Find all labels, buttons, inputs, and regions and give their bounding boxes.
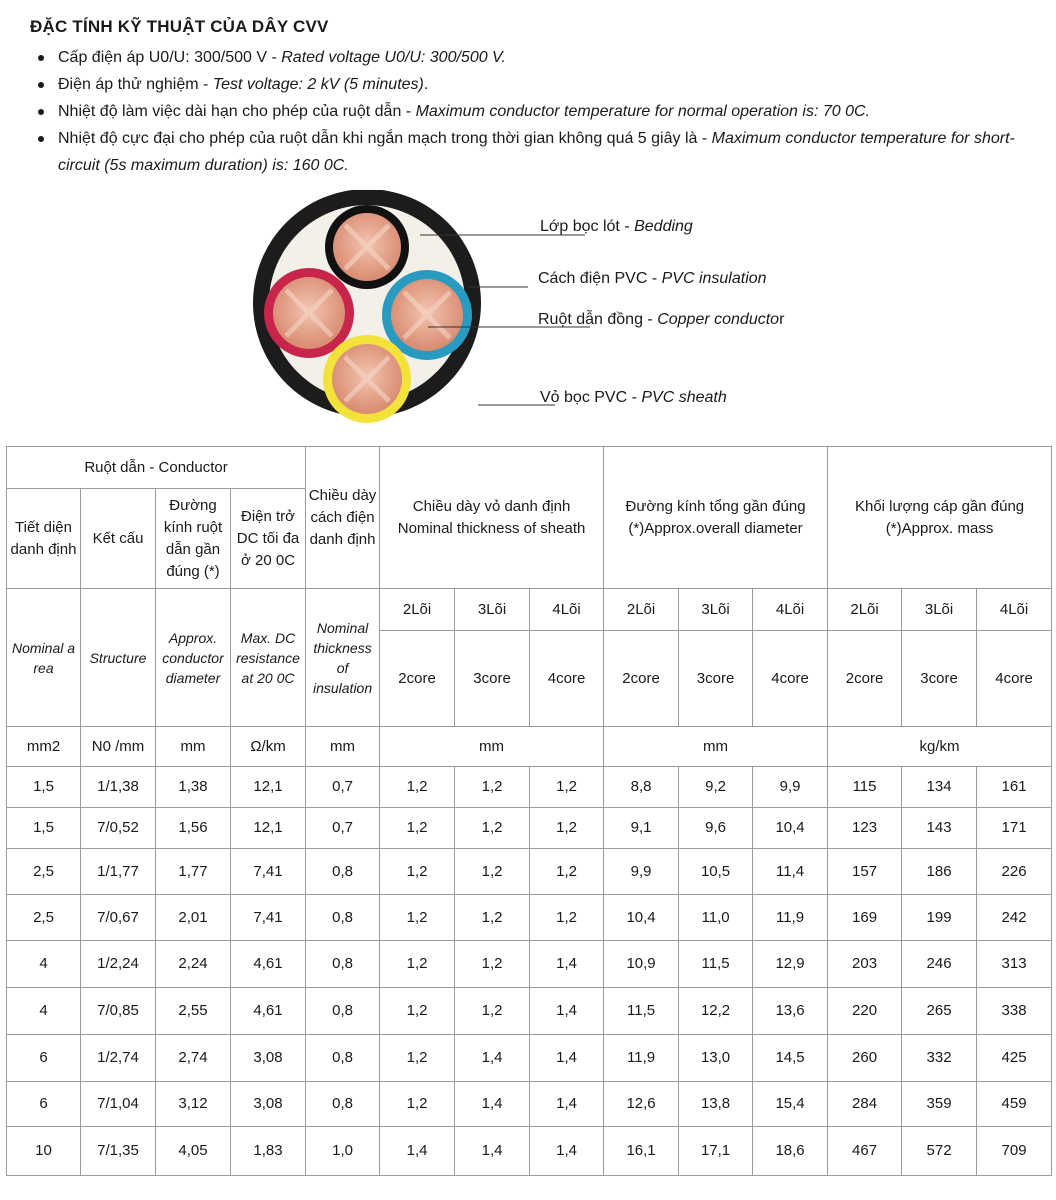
table-cell: 7/0,67 <box>81 895 156 941</box>
header-overall-3core-en: 3core <box>679 631 753 727</box>
table-cell: 2,01 <box>156 895 231 941</box>
table-cell: 171 <box>977 808 1052 849</box>
callout-pvc-sheath: Vỏ bọc PVC - PVC sheath <box>540 389 727 406</box>
specification-table <box>6 446 1052 1176</box>
table-cell: 1,83 <box>231 1127 306 1176</box>
table-cell: 1,2 <box>530 767 604 808</box>
table-cell: 1,4 <box>530 988 604 1035</box>
table-cell: 9,9 <box>604 849 679 895</box>
table-cell: 157 <box>828 849 902 895</box>
header-mass-2core-en: 2core <box>828 631 902 727</box>
table-cell: 161 <box>977 767 1052 808</box>
page-title: ĐẶC TÍNH KỸ THUẬT CỦA DÂY CVV <box>30 17 329 36</box>
table-cell: 12,9 <box>753 941 828 988</box>
table-cell: 1/1,38 <box>81 767 156 808</box>
table-cell: 8,8 <box>604 767 679 808</box>
table-cell: 12,6 <box>604 1082 679 1127</box>
header-sheath-4core-vi: 4Lõi <box>530 589 604 631</box>
header-mass-3core-vi: 3Lõi <box>902 589 977 631</box>
header-mass-2core-vi: 2Lõi <box>828 589 902 631</box>
table-cell: 169 <box>828 895 902 941</box>
table-cell: 1/2,74 <box>81 1035 156 1082</box>
table-cell: 1,2 <box>380 849 455 895</box>
table-cell: 203 <box>828 941 902 988</box>
table-cell: 2,55 <box>156 988 231 1035</box>
table-cell: 1,2 <box>530 895 604 941</box>
table-cell: 18,6 <box>753 1127 828 1176</box>
table-cell: 1,2 <box>455 849 530 895</box>
header-conductor-group: Ruột dẫn - Conductor <box>7 447 306 489</box>
table-cell: 12,1 <box>231 808 306 849</box>
table-cell: 284 <box>828 1082 902 1127</box>
table-cell: 1,4 <box>455 1035 530 1082</box>
header-sheath: Chiều dày vỏ danh định Nominal thickness of sheath <box>380 447 604 589</box>
table-cell: 13,0 <box>679 1035 753 1082</box>
table-cell: 0,8 <box>306 988 380 1035</box>
table-cell: 9,2 <box>679 767 753 808</box>
table-cell: 1,4 <box>530 941 604 988</box>
table-cell: 260 <box>828 1035 902 1082</box>
unit-overall: mm <box>604 727 828 767</box>
unit-area: mm2 <box>7 727 81 767</box>
table-cell: 143 <box>902 808 977 849</box>
table-cell: 9,1 <box>604 808 679 849</box>
header-overall-3core-vi: 3Lõi <box>679 589 753 631</box>
table-cell: 572 <box>902 1127 977 1176</box>
table-cell: 16,1 <box>604 1127 679 1176</box>
table-cell: 14,5 <box>753 1035 828 1082</box>
header-sheath-4core-en: 4core <box>530 631 604 727</box>
table-row <box>7 767 1052 808</box>
unit-insulation: mm <box>306 727 380 767</box>
table-cell: 7/0,52 <box>81 808 156 849</box>
header-resistance-vi: Điện trở DC tối đa ở 20 0C <box>231 489 306 589</box>
table-cell: 199 <box>902 895 977 941</box>
table-cell: 4 <box>7 941 81 988</box>
spec-list <box>34 44 1034 179</box>
table-row <box>7 988 1052 1035</box>
unit-resistance: Ω/km <box>231 727 306 767</box>
table-cell: 3,08 <box>231 1035 306 1082</box>
table-cell: 1,38 <box>156 767 231 808</box>
table-cell: 1,2 <box>530 808 604 849</box>
table-cell: 7,41 <box>231 895 306 941</box>
table-cell: 1,4 <box>530 1127 604 1176</box>
table-cell: 1,4 <box>380 1127 455 1176</box>
table-cell: 4 <box>7 988 81 1035</box>
table-cell: 1,2 <box>455 988 530 1035</box>
table-cell: 1,4 <box>455 1127 530 1176</box>
header-overall-diameter: Đường kính tổng gần đúng (*)Approx.overall diameter <box>604 447 828 589</box>
table-cell: 7/1,35 <box>81 1127 156 1176</box>
header-mass: Khối lượng cáp gần đúng (*)Approx. mass <box>828 447 1052 589</box>
table-cell: 10 <box>7 1127 81 1176</box>
header-area-en: Nominal a rea <box>7 589 81 727</box>
table-cell: 265 <box>902 988 977 1035</box>
header-area-vi: Tiết diện danh định <box>7 489 81 589</box>
table-row <box>7 849 1052 895</box>
table-cell: 1,2 <box>455 941 530 988</box>
table-row <box>7 1082 1052 1127</box>
table-cell: 0,8 <box>306 941 380 988</box>
cable-cross-section-illustration <box>0 190 1056 430</box>
callout-copper-conductor: Ruột dẫn đồng - Copper conductor <box>538 311 785 328</box>
header-structure-vi: Kết cấu <box>81 489 156 589</box>
header-insulation-vi: Chiều dày cách điện danh định <box>306 447 380 589</box>
table-cell: 1,56 <box>156 808 231 849</box>
header-overall-4core-en: 4core <box>753 631 828 727</box>
table-cell: 226 <box>977 849 1052 895</box>
table-cell: 11,5 <box>679 941 753 988</box>
table-cell: 0,7 <box>306 808 380 849</box>
table-cell: 1,4 <box>455 1082 530 1127</box>
header-diameter-vi: Đường kính ruột dẫn gần đúng (*) <box>156 489 231 589</box>
table-cell: 4,61 <box>231 988 306 1035</box>
table-cell: 15,4 <box>753 1082 828 1127</box>
header-mass-4core-en: 4core <box>977 631 1052 727</box>
table-cell: 17,1 <box>679 1127 753 1176</box>
table-cell: 4,05 <box>156 1127 231 1176</box>
header-sheath-3core-vi: 3Lõi <box>455 589 530 631</box>
table-cell: 6 <box>7 1035 81 1082</box>
table-cell: 10,4 <box>753 808 828 849</box>
table-cell: 11,0 <box>679 895 753 941</box>
header-structure-en: Structure <box>81 589 156 727</box>
table-cell: 0,8 <box>306 1035 380 1082</box>
table-cell: 220 <box>828 988 902 1035</box>
table-cell: 0,8 <box>306 849 380 895</box>
unit-sheath: mm <box>380 727 604 767</box>
table-row <box>7 941 1052 988</box>
table-cell: 1,2 <box>380 988 455 1035</box>
table-cell: 1,2 <box>380 1035 455 1082</box>
header-mass-4core-vi: 4Lõi <box>977 589 1052 631</box>
table-cell: 13,8 <box>679 1082 753 1127</box>
table-cell: 13,6 <box>753 988 828 1035</box>
table-row <box>7 1127 1052 1176</box>
table-cell: 313 <box>977 941 1052 988</box>
table-cell: 115 <box>828 767 902 808</box>
table-cell: 3,08 <box>231 1082 306 1127</box>
table-cell: 9,9 <box>753 767 828 808</box>
table-cell: 10,9 <box>604 941 679 988</box>
spec-item-rated-voltage: Cấp điện áp U0/U: 300/500 V - Rated voltage U0/U: 300/500 V. <box>34 44 1034 71</box>
callout-pvc-insulation: Cách điện PVC - PVC insulation <box>538 270 767 287</box>
spec-item-short-circuit-temperature: Nhiệt độ cực đại cho phép của ruột dẫn khi ngắn mạch trong thời gian không quá 5 giây là - Maximum conductor temperature for short-circuit (5s maximum duration) is: 160 0C. <box>34 125 1034 179</box>
header-sheath-2core-vi: 2Lõi <box>380 589 455 631</box>
table-cell: 2,24 <box>156 941 231 988</box>
table-cell: 1,2 <box>380 767 455 808</box>
table-cell: 11,4 <box>753 849 828 895</box>
table-cell: 11,9 <box>604 1035 679 1082</box>
table-cell: 1,2 <box>455 895 530 941</box>
table-cell: 7/1,04 <box>81 1082 156 1127</box>
table-cell: 1,4 <box>530 1035 604 1082</box>
table-cell: 425 <box>977 1035 1052 1082</box>
table-cell: 2,5 <box>7 849 81 895</box>
table-cell: 1,2 <box>380 895 455 941</box>
table-cell: 1/2,24 <box>81 941 156 988</box>
table-cell: 246 <box>902 941 977 988</box>
table-cell: 186 <box>902 849 977 895</box>
unit-diameter: mm <box>156 727 231 767</box>
header-overall-4core-vi: 4Lõi <box>753 589 828 631</box>
table-cell: 1,2 <box>455 808 530 849</box>
table-cell: 359 <box>902 1082 977 1127</box>
table-cell: 6 <box>7 1082 81 1127</box>
table-cell: 11,9 <box>753 895 828 941</box>
table-cell: 709 <box>977 1127 1052 1176</box>
table-cell: 242 <box>977 895 1052 941</box>
table-cell: 12,1 <box>231 767 306 808</box>
table-cell: 2,74 <box>156 1035 231 1082</box>
header-overall-2core-en: 2core <box>604 631 679 727</box>
cable-cross-section-diagram <box>0 190 1056 430</box>
header-overall-2core-vi: 2Lõi <box>604 589 679 631</box>
table-cell: 1,5 <box>7 808 81 849</box>
table-cell: 7/0,85 <box>81 988 156 1035</box>
table-cell: 2,5 <box>7 895 81 941</box>
table-cell: 1,0 <box>306 1127 380 1176</box>
table-cell: 10,5 <box>679 849 753 895</box>
table-cell: 332 <box>902 1035 977 1082</box>
table-cell: 0,8 <box>306 1082 380 1127</box>
table-cell: 3,12 <box>156 1082 231 1127</box>
table-cell: 1,2 <box>380 808 455 849</box>
table-cell: 1,4 <box>530 1082 604 1127</box>
header-sheath-3core-en: 3core <box>455 631 530 727</box>
table-cell: 4,61 <box>231 941 306 988</box>
table-cell: 0,7 <box>306 767 380 808</box>
table-cell: 11,5 <box>604 988 679 1035</box>
header-insulation-en: Nominal thickness of insulation <box>306 589 380 727</box>
header-sheath-2core-en: 2core <box>380 631 455 727</box>
table-cell: 1,2 <box>380 1082 455 1127</box>
table-cell: 134 <box>902 767 977 808</box>
table-cell: 123 <box>828 808 902 849</box>
table-cell: 459 <box>977 1082 1052 1127</box>
header-resistance-en: Max. DC resistance at 20 0C <box>231 589 306 727</box>
table-cell: 10,4 <box>604 895 679 941</box>
table-row <box>7 1035 1052 1082</box>
table-cell: 467 <box>828 1127 902 1176</box>
spec-item-test-voltage: Điện áp thử nghiệm - Test voltage: 2 kV (5 minutes). <box>34 71 1034 98</box>
table-cell: 12,2 <box>679 988 753 1035</box>
table-row <box>7 808 1052 849</box>
table-cell: 1/1,77 <box>81 849 156 895</box>
table-data-body <box>7 767 1052 1176</box>
table-cell: 9,6 <box>679 808 753 849</box>
unit-mass: kg/km <box>828 727 1052 767</box>
table-cell: 338 <box>977 988 1052 1035</box>
table-cell: 1,5 <box>7 767 81 808</box>
header-mass-3core-en: 3core <box>902 631 977 727</box>
table-cell: 1,2 <box>455 767 530 808</box>
header-diameter-en: Approx. conductor diameter <box>156 589 231 727</box>
unit-structure: N0 /mm <box>81 727 156 767</box>
table-cell: 1,2 <box>380 941 455 988</box>
table-cell: 7,41 <box>231 849 306 895</box>
callout-bedding: Lớp bọc lót - Bedding <box>540 218 693 235</box>
table-cell: 0,8 <box>306 895 380 941</box>
spec-item-normal-temperature: Nhiệt độ làm việc dài hạn cho phép của ruột dẫn - Maximum conductor temperature for normal operation is: 70 0C. <box>34 98 1034 125</box>
table-cell: 1,77 <box>156 849 231 895</box>
table-cell: 1,2 <box>530 849 604 895</box>
table-row <box>7 895 1052 941</box>
